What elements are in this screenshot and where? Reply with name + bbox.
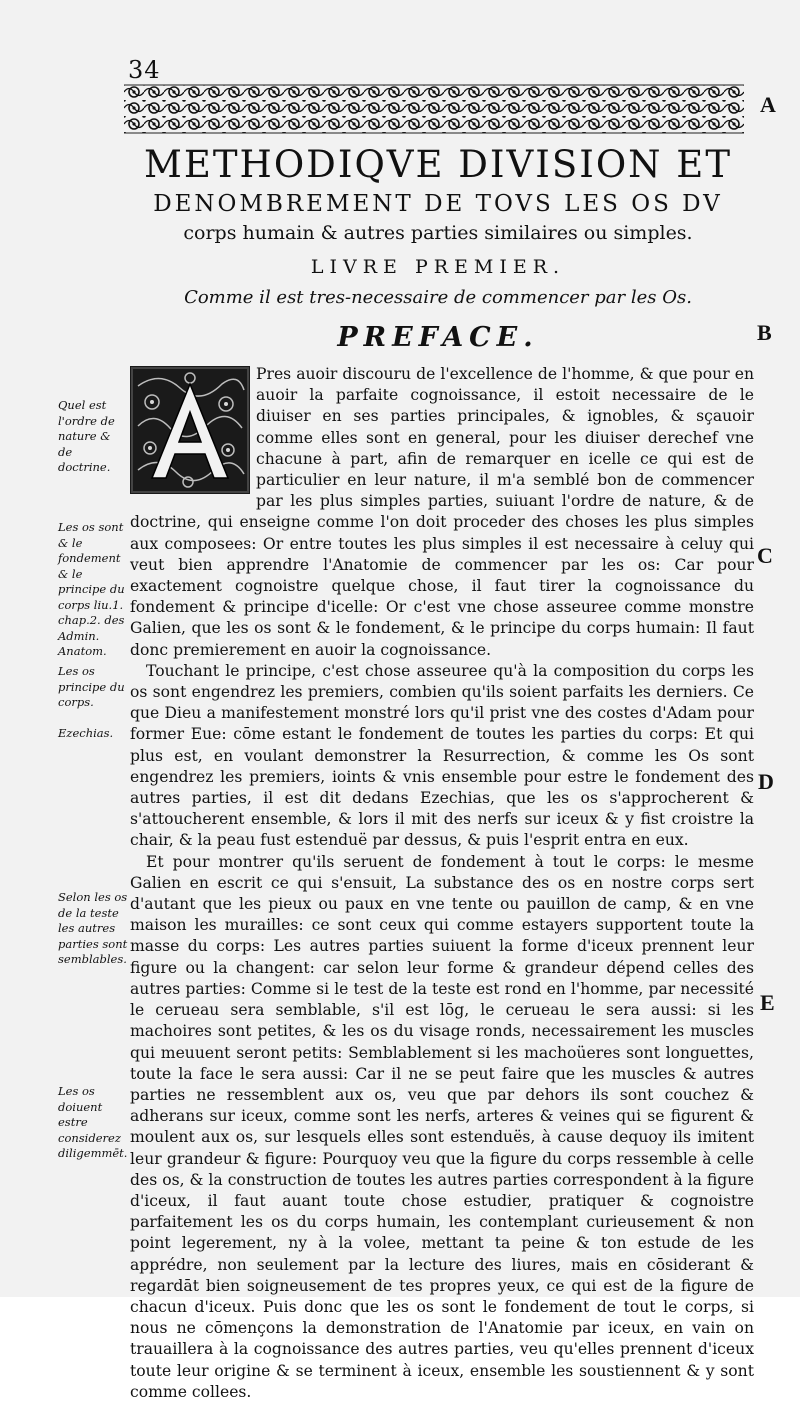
marginal-note-4: Ezechias. — [58, 726, 114, 740]
margin-letter-a: A — [760, 92, 776, 117]
paragraph-2: Touchant le principe, c'est chose asseuree qu'à la composition du corps les os sont engendrez les premiers, combien qu'ils soient parfaits les derniers. Ce que Dieu a manifestement monstré lors qu'il prist vne des costes d'Adam pour former Eue: cōme estant le fondement de toutes les parties du corps: Et qui plus est, en voulant demonstrer la Resurrection, & comme les Os sont engendrez les premiers, ioints & vnis ensemble pour estre le fondement des autres parties, il est dit dedans Ezechias, que les os s'approcherent & s'attoucherent ensemble, & lors il mit des nerfs sur iceux & y fist croistre la chair, & la peau fust estenduë par dessus, & puis l'esprit entra en eux. — [130, 661, 754, 850]
ornament-pattern — [124, 84, 744, 134]
section-title: PREFACE. — [337, 322, 539, 353]
margin-letter-c: C — [757, 543, 773, 568]
body-text — [130, 364, 754, 1403]
margin-letter-e: E — [760, 990, 775, 1015]
paragraph-3: Et pour montrer qu'ils seruent de fondement à tout le corps: le mesme Galien en escrit ce qui s'ensuit, La substance des os en nostre corps sert d'autant que les pieux ou paux en vne tente ou pauillon de camp, & en vne maison les murailles: ce sont ceux qui comme estayers supportent toute la masse du corps: Les autres parties suiuent la forme d'iceux prennent leur figure ou la changent: car selon leur forme & grandeur dépend celles des autres parties: Comme si le test de la teste est rond en l'homme, par necessité le cerueau sera semblable, s'il est lōg, le cerueau le sera aussi: si les machoires sont petites, & les os du visage ronds, necessairement les muscles qui meuuent seront petits: Semblablement si les machoüeres sont longuettes, toute la face le sera aussi: Car il ne se peut faire que les muscles & autres parties ne ressemblent aux os, veu que par dehors ils sont couchez & adherans sur iceux, comme sont les nerfs, arteres & veines qui se figurent & moulent aux os, sur lesquels elles sont estenduës, à cause dequoy ils imitent leur grandeur & figure: Pourquoy veu que la figure du corps ressemble à celle des os, & la construction de toutes les autres parties correspondent à la figure d'iceux, il faut auant toute chose estudier, pratiquer & cognoistre parfaitement les os du corps humain, les contemplant curieusement & non point legerement, ny à la volee, mettant ta peine & ton estude de les apprédre, non seulement par la lecture des liures, mais en cōsiderant & regardāt bien soigneusement de tes propres yeux, ce qui est de la figure de chacun d'iceux. Puis donc que les os sont le fondement de tout le corps, si nous ne cōmençons la demonstration de l'Anatomie par iceux, en vain on trauaillera à la cognoissance des autres parties, veu qu'elles prennent d'iceux toute leur origine & se terminent à iceux, ensemble les soustiennent & y sont comme collees. — [130, 852, 754, 1401]
title-line-2: DENOMBREMENT DE TOVS LES OS DV — [153, 191, 723, 217]
ornamental-band — [124, 84, 744, 134]
foliage-ornament — [130, 366, 250, 494]
title-line-3: corps humain & autres parties similaires ou simples. — [183, 222, 693, 244]
chapter-subtitle: Comme il est tres-necessaire de commencer par les Os. — [184, 287, 692, 308]
decorated-initial — [130, 366, 250, 494]
marginal-note-1: Quel est l'ordre de nature & de doctrine. — [58, 398, 115, 474]
page-number: 34 — [128, 56, 161, 84]
book-title: LIVRE PREMIER. — [310, 256, 566, 278]
title-line-1: METHODIQVE DIVISION ET — [143, 143, 732, 186]
marginal-note-3: Les os principe du corps. — [58, 664, 125, 709]
paragraph-1: Pres auoir discouru de l'excellence de l'homme, & que pour en auoir la parfaite cognoissance, il estoit necessaire de le diuiser en ses parties principales, & ignobles, & sçauoir comme elles sont en general, pour les diuiser derechef vne chacune à part, afin de remarquer en icelle ce qui est de particulier en leur nature, il m'a semblé bon de commencer par les plus simples parties, suiuant l'ordre de nature, & de doctrine, qui enseigne comme l'on doit proceder des choses les plus simples aux composees: Or entre toutes les plus simples il est necessaire à celuy qui veut bien apprendre l'Anatomie de commencer par les os: Car pour exactement cognoistre quelque chose, il faut tirer la cognoissance du fondement & principe d'icelle: Or c'est vne chose asseuree comme monstre Galien, que les os sont & le fondement, & le principe du corps humain: Il faut donc premierement en auoir la cognoissance. — [130, 365, 754, 659]
margin-letter-b: B — [757, 320, 772, 345]
margin-letter-d: D — [758, 769, 774, 794]
marginal-note-5: Selon les os de la teste les autres parties sont semblables. — [58, 890, 128, 966]
marginal-note-6: Les os doiuent estre considerez diligemmēt. — [58, 1084, 128, 1160]
marginal-note-2: Les os sont & le fondement & le principe du corps liu.1. chap.2. des Admin. Anatom. — [58, 520, 125, 658]
